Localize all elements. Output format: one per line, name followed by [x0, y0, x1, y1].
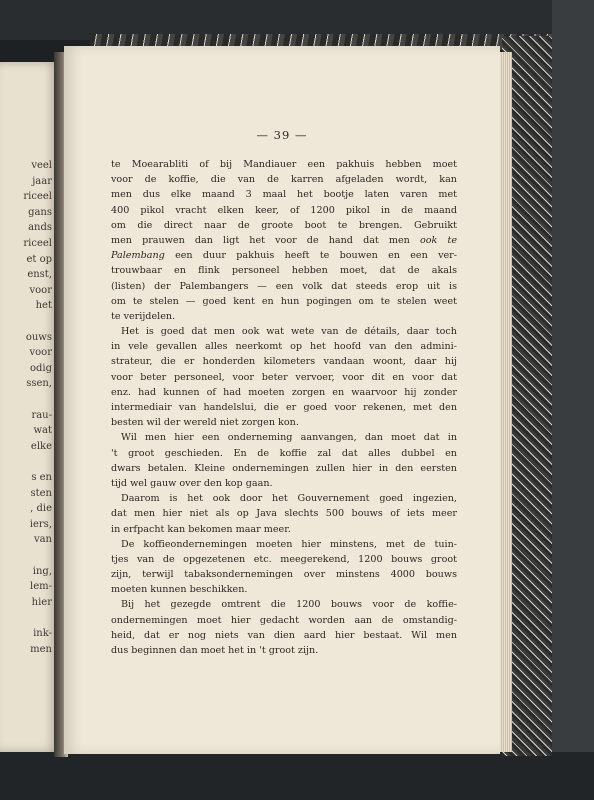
- text-line: dus beginnen dan moet het in 't groot zijn.: [111, 645, 319, 656]
- facing-page-fragment: sten: [30, 487, 52, 499]
- text-line: tjes van de opgezetenen etc. meegerekend, 1200 bouws groot: [111, 553, 457, 565]
- facing-page-fragment: wat: [33, 425, 52, 437]
- background-bottom: [0, 752, 594, 800]
- text-line: heid, dat er nog niets van dien aard hier bestaat. Wil men: [111, 629, 457, 641]
- facing-page-fragment: enst,: [27, 269, 52, 281]
- facing-page-fragment: ing,: [32, 565, 52, 577]
- text-line: om die direct naar de groote boot te brengen. Gebruikt: [111, 219, 457, 231]
- facing-page-fragment: voor: [29, 284, 52, 296]
- text-line: te Moearabliti of bij Mandiauer een pakhuis hebben moet: [111, 159, 457, 170]
- text-line: Het is goed dat men ook wat wete van de détails, daar toch: [121, 326, 457, 338]
- text-line: om te stelen — goed kent en hun pogingen om te stelen weet: [111, 295, 457, 307]
- text-line: in erfpacht kan bekomen maar meer.: [111, 523, 291, 535]
- text-line: intermediair van handelslui, die er goed voor rekenen, met den: [111, 402, 457, 413]
- facing-page-fragment: , die: [30, 503, 52, 515]
- book-page: [64, 46, 500, 754]
- facing-page-fragment: voor: [29, 347, 52, 359]
- facing-page-fragment: riceel: [23, 191, 52, 203]
- text-line: De koffieondernemingen moeten hier minstens, met de tuin-: [121, 538, 457, 550]
- text-line: tijd wel gauw over den kop gaan.: [111, 477, 273, 489]
- facing-page-fragment: het: [35, 300, 52, 312]
- text-line: Palembang een duur pakhuis heeft te bouwen en een ver-: [111, 250, 457, 262]
- text-line: trouwbaar en flink personeel hebben moet, dat de akals: [111, 265, 457, 277]
- facing-page-fragment: van: [33, 534, 52, 546]
- text-line: enz. had kunnen of had moeten zorgen en waarvoor hij zonder: [111, 386, 457, 398]
- page-text: [111, 157, 457, 658]
- text-line: men dus elke maand 3 maal het bootje laten varen met: [111, 189, 457, 201]
- text-line: 400 pikol vracht elken keer, of 1200 pikol in de maand: [111, 204, 457, 216]
- facing-page-fragment: jaar: [32, 175, 52, 187]
- text-line: Bij het gezegde omtrent die 1200 bouws voor de koffie-: [121, 599, 457, 611]
- text-line: dat men hier niet als op Java slechts 500 bouws of iets meer: [111, 508, 457, 520]
- text-line: dwars betalen. Kleine ondernemingen zullen hier in den eersten: [111, 462, 457, 474]
- text-line: moeten kunnen beschikken.: [111, 584, 248, 596]
- facing-page-fragment: veel: [31, 160, 52, 171]
- facing-page-fragment: ink-: [33, 628, 52, 639]
- text-line: in vele gevallen alles neerkomt op het hoofd van den admini-: [111, 341, 457, 353]
- facing-page: [0, 62, 58, 752]
- facing-page-fragment: riceel: [23, 238, 52, 249]
- text-line: ondernemingen moet hier gedacht worden aan de omstandig-: [111, 614, 457, 626]
- facing-page-fragment: gans: [28, 206, 52, 218]
- background-right: [552, 0, 594, 800]
- text-line: men prauwen dan ligt het voor de hand dat men ook te: [111, 234, 457, 246]
- text-line: Daarom is het ook door het Gouvernement goed ingezien,: [121, 493, 457, 505]
- text-line: Wil men hier een onderneming aanvangen, dan moet dat in: [121, 432, 457, 444]
- text-line: 't groot geschieden. En de koffie zal dat alles dubbel en: [111, 447, 457, 459]
- facing-page-fragment: s en: [31, 472, 52, 483]
- facing-page-fragment: men: [30, 643, 52, 655]
- facing-page-fragment: et op: [26, 253, 52, 265]
- text-line: (listen) der Palembangers — een volk dat steeds erop uit is: [111, 280, 457, 292]
- facing-page-fragment: iers,: [29, 518, 52, 530]
- facing-page-fragment: elke: [30, 440, 52, 452]
- text-line: te verijdelen.: [111, 310, 176, 322]
- facing-page-fragment: odig: [29, 362, 52, 374]
- facing-page-fragment: hier: [31, 596, 52, 608]
- text-line: zijn, terwijl tabaksondernemingen over minstens 4000 bouws: [111, 569, 457, 581]
- text-line: besten wil der wereld niet zorgen kon.: [111, 417, 299, 429]
- facing-page-fragment: lem-: [30, 581, 52, 593]
- facing-page-fragment: ssen,: [26, 378, 52, 390]
- text-line: voor beter personeel, voor beter vervoer, voor dit en voor dat: [111, 371, 457, 383]
- text-line: voor de koffie, die van de karren afgeladen wordt, kan: [111, 174, 457, 186]
- facing-page-fragment: rau-: [31, 409, 52, 421]
- facing-page-fragment: ands: [28, 222, 52, 234]
- text-line: strateur, die er honderden kilometers vandaan woont, daar hij: [111, 356, 457, 368]
- facing-page-fragment: ouws: [25, 331, 52, 343]
- page-number: — 39 —: [256, 128, 308, 142]
